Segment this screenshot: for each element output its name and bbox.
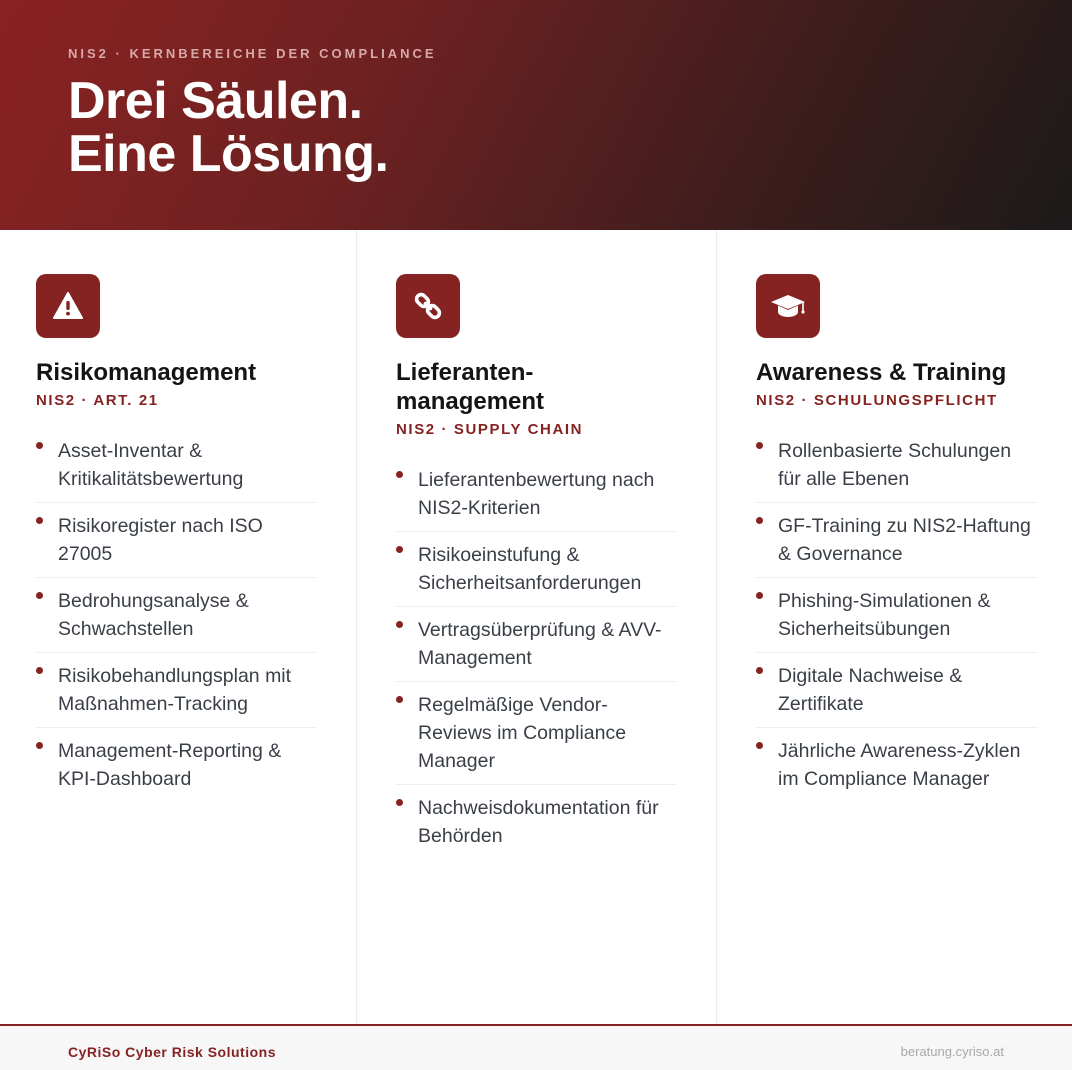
pillar-subtitle: NIS2 · SCHULUNGSPFLICHT: [756, 392, 998, 409]
list-item: Jährliche Awareness-Zyklen im Compliance Manager: [756, 728, 1038, 802]
pillar-title: Awareness & Training: [756, 359, 1007, 386]
warning-icon: [36, 274, 100, 338]
list-item: Rollenbasierte Schulungen für alle Ebenen: [756, 437, 1038, 503]
list-item: Risikoeinstufung & Sicherheitsanforderungen: [396, 532, 676, 607]
pillar-subtitle: NIS2 · SUPPLY CHAIN: [396, 421, 584, 438]
graduation-cap-icon: [756, 274, 820, 338]
list-item: Bedrohungsanalyse & Schwachstellen: [36, 578, 316, 653]
pillar-item-list: [396, 466, 680, 859]
list-item: Risikoregister nach ISO 27005: [36, 503, 316, 578]
list-item: GF-Training zu NIS2-Haftung & Governance: [756, 503, 1038, 578]
list-item: Regelmäßige Vendor-Reviews im Compliance Manager: [396, 682, 676, 785]
pillar-supplier-management: [356, 230, 716, 1024]
pillar-title: Lieferanten-management: [396, 359, 545, 415]
list-item: Asset-Inventar & Kritikalitätsbewertung: [36, 437, 316, 503]
pillars-section: [0, 230, 1072, 1024]
headline-line-1: Drei Säulen.: [68, 72, 363, 130]
list-item: Vertragsüberprüfung & AVV-Management: [396, 607, 676, 682]
pillar-item-list: [36, 437, 320, 802]
list-item: Management-Reporting & KPI-Dashboard: [36, 728, 316, 802]
list-item: Digitale Nachweise & Zertifikate: [756, 653, 1038, 728]
headline-line-2: Eine Lösung.: [68, 125, 389, 183]
footer-bar: [0, 1024, 1072, 1070]
site-url: beratung.cyriso.at: [900, 1044, 1004, 1059]
pillar-risk-management: [0, 230, 356, 1024]
list-item: Risikobehandlungsplan mit Maßnahmen-Tracking: [36, 653, 316, 728]
hero-banner: [0, 0, 1072, 230]
list-item: Lieferantenbewertung nach NIS2-Kriterien: [396, 466, 676, 532]
pillar-awareness-training: [716, 230, 1072, 1024]
pillar-title: Risikomanagement: [36, 359, 257, 386]
page-headline: [68, 72, 389, 183]
list-item: Nachweisdokumentation für Behörden: [396, 785, 676, 859]
brand-name: CyRiSo Cyber Risk Solutions: [68, 1044, 276, 1060]
eyebrow-label: NIS2 · KERNBEREICHE DER COMPLIANCE: [68, 46, 437, 61]
pillar-subtitle: NIS2 · ART. 21: [36, 392, 159, 409]
list-item: Phishing-Simulationen & Sicherheitsübungen: [756, 578, 1038, 653]
link-icon: [396, 274, 460, 338]
pillar-item-list: [756, 437, 1040, 802]
